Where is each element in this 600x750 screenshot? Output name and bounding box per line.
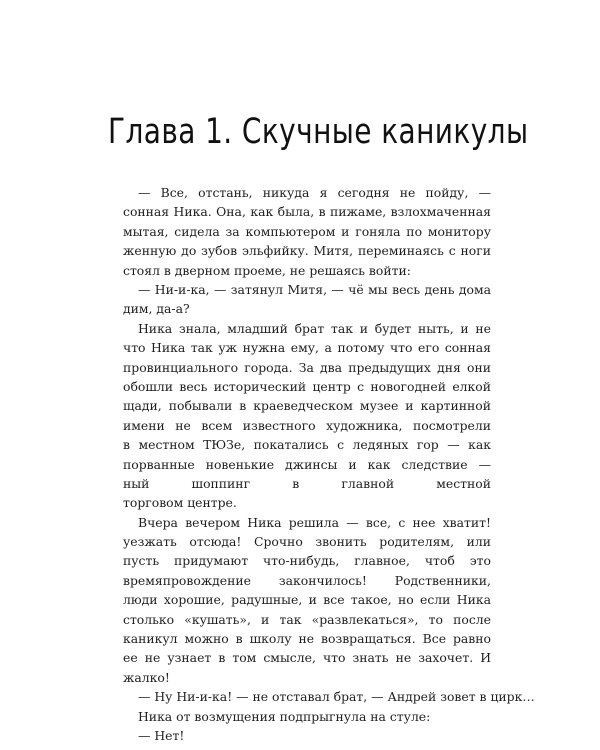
text-line: — Ни-и-ка, — затянул Митя, — чё мы весь день дома <box>138 281 491 297</box>
text-line: Вчера вечером Ника решила — все, с нее хватит! <box>138 514 491 530</box>
text-line: времяпровождение закончилось! Родственники, <box>123 572 491 588</box>
text-line: ный шоппинг в главной местной <box>123 475 491 491</box>
text-line: — Ну Ни-и-ка! — не отставал брат, — Андрей зовет в цирк… <box>138 689 535 705</box>
text-line: — Нет! <box>138 728 185 744</box>
text-line: в местном ТЮЗе, покатались с ледяных гор — как <box>123 437 491 453</box>
text-line: мытая, сидела за компьютером и гоняла по монитору <box>123 223 491 239</box>
text-line: жалко! <box>123 669 170 685</box>
text-line: обошли весь исторический центр с новогодней елкой <box>123 378 491 394</box>
paragraph <box>108 319 491 513</box>
text-line: провинциального города. За два предыдущих дня они <box>123 359 491 375</box>
text-line: что Ника так уж нужна ему, а потому что его сонная <box>123 340 491 356</box>
paragraph <box>108 280 491 319</box>
paragraph <box>108 687 535 706</box>
paragraph <box>108 707 491 726</box>
text-line: ее не узнает в том смысле, что знать не захочет. И <box>123 650 491 666</box>
text-line: Ника от возмущения подпрыгнула на стуле: <box>138 708 431 724</box>
text-line: люди хорошие, радушные, и все такое, но если Ника <box>123 592 491 608</box>
text-line: — Все, отстань, никуда я сегодня не пойду, — <box>138 185 491 200</box>
chapter-body <box>108 183 535 745</box>
text-line: щади, побывали в краеведческом музее и картинной <box>123 398 491 414</box>
paragraph <box>108 183 491 280</box>
text-line: имени не всем известного художника, посмотрели <box>123 417 491 433</box>
text-line: стоял в дверном проеме, не решаясь войти: <box>123 262 411 278</box>
chapter-title: Глава 1. Скучные каникулы <box>108 112 529 152</box>
text-line: пусть придумают что-нибудь, главное, чтоб это <box>123 553 491 569</box>
text-line: Ника знала, младший брат так и будет ныть, и не <box>138 320 491 336</box>
text-line: женную до зубов эльфийку. Митя, переминаясь с ноги <box>123 243 491 259</box>
text-line: столько «кушать», и так «развлекаться», то после <box>123 611 491 627</box>
text-line: уезжать отсюда! Срочно звонить родителям, или <box>123 534 491 550</box>
text-line: порванные новенькие джинсы и как следствие — <box>123 456 491 472</box>
text-line: каникул можно в школу не возвращаться. Все равно <box>123 631 491 647</box>
text-line: дим, да-а? <box>123 301 190 317</box>
paragraph <box>108 726 491 745</box>
paragraph <box>108 513 491 688</box>
text-line: сонная Ника. Она, как была, в пижаме, взлохмаченная <box>123 204 491 220</box>
text-line: торговом центре. <box>123 495 237 511</box>
